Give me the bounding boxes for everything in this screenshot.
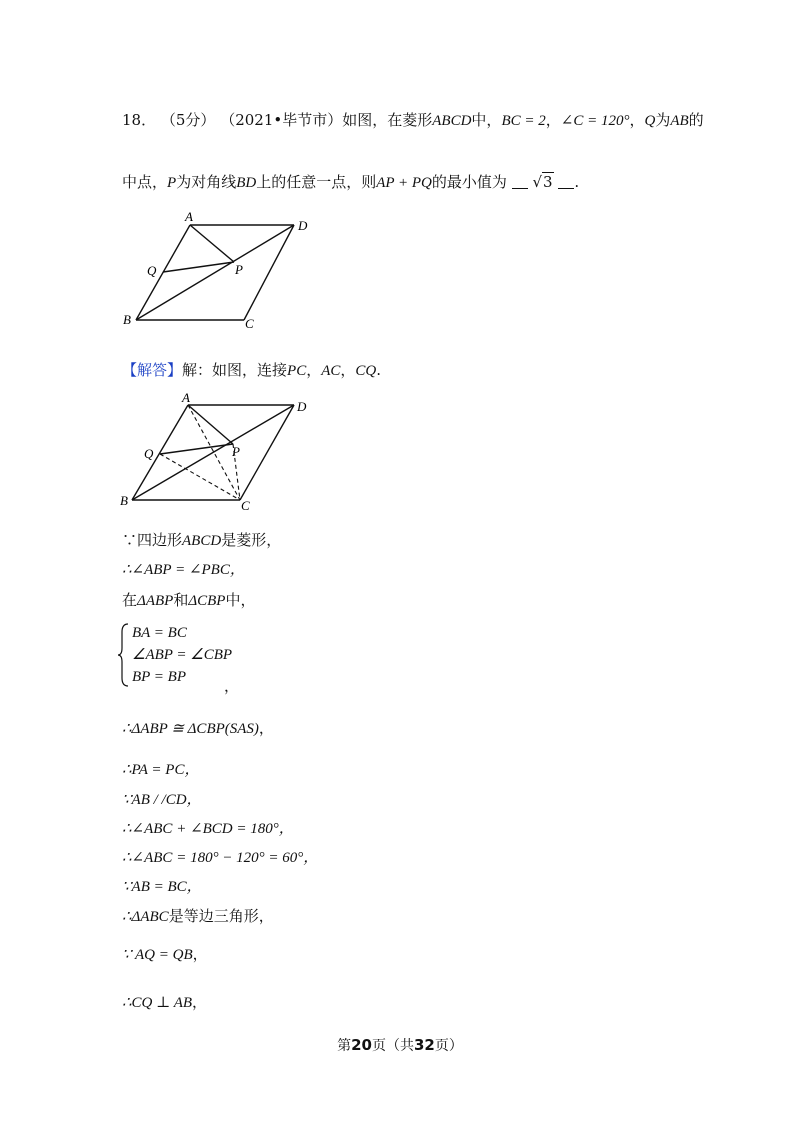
question-score: （5分）	[160, 111, 216, 129]
step-text: ，	[192, 945, 208, 963]
step-text: 是等边三角形，	[168, 907, 274, 925]
label-c: C	[245, 316, 254, 331]
answer-sqrt: √3	[532, 173, 553, 191]
edge-cd	[240, 405, 294, 500]
step-text: 中，	[225, 591, 256, 609]
question-text: 中点，	[122, 173, 168, 191]
total-pages: 32	[414, 1036, 435, 1054]
step-9: ∵AB = BC，	[122, 879, 202, 895]
system-brace	[118, 622, 130, 688]
solution-text: 解：如图，连接	[182, 361, 288, 379]
step-text: 和	[173, 591, 189, 609]
step-11	[122, 944, 208, 965]
math-abc: ΔABC	[131, 909, 169, 925]
answer-blank-left	[512, 174, 528, 189]
math-q: Q	[644, 113, 656, 129]
label-p: P	[232, 444, 240, 459]
edge-ab	[132, 405, 188, 500]
question-text: 中，	[471, 111, 502, 129]
step-1	[122, 530, 281, 551]
question-line-2	[122, 172, 579, 193]
question-text: 上的任意一点，则	[256, 173, 377, 191]
math-ab: AB	[670, 113, 689, 129]
page-footer	[0, 1035, 800, 1055]
solution-text: ，	[306, 361, 322, 379]
math-aq-qb: ∵ AQ = QB	[122, 947, 193, 963]
math-p: P	[167, 175, 177, 191]
step-text: ，	[258, 719, 274, 737]
segment-qp	[160, 444, 233, 454]
label-b: B	[123, 312, 131, 327]
math-ac: AC	[321, 363, 341, 379]
step-text: ，	[192, 993, 208, 1011]
math-abcd: ABCD	[432, 113, 472, 129]
math-cbp: ΔCBP	[188, 593, 226, 609]
step-text: 在	[122, 591, 138, 609]
solution-text: ，	[340, 361, 356, 379]
label-d: D	[297, 399, 307, 414]
footer-text: 页（共	[372, 1038, 414, 1054]
math-bd: BD	[236, 175, 257, 191]
segment-ap	[190, 225, 234, 262]
label-a: A	[182, 392, 190, 405]
step-text: 是菱形，	[221, 531, 282, 549]
system-line-1: BA = BC	[132, 625, 187, 641]
label-c: C	[241, 498, 250, 512]
system-line-2: ∠ABP = ∠CBP	[132, 647, 233, 663]
math-cq: CQ	[355, 363, 377, 379]
step-7: ∴∠ABC + ∠BCD = 180°，	[122, 821, 294, 837]
question-number: 18．	[122, 111, 157, 129]
label-d: D	[298, 218, 308, 233]
footer-text: 页）	[434, 1038, 463, 1054]
question-text: 为	[655, 111, 671, 129]
diagonal-bd	[132, 405, 294, 500]
step-2: ∴∠ABP = ∠PBC，	[122, 562, 245, 578]
step-text: ∵四边形	[122, 531, 183, 549]
math-bc-eq: BC = 2	[501, 113, 546, 129]
system-comma: ，	[224, 677, 240, 695]
edge-ab	[136, 225, 190, 320]
math-abp: ΔABP	[137, 593, 174, 609]
footer-text: 第	[337, 1038, 352, 1054]
math-congruence: ∴ΔABP ≅ ΔCBP(SAS)	[122, 721, 259, 737]
step-10	[122, 906, 274, 927]
step-8: ∴∠ABC = 180° − 120° = 60°，	[122, 850, 319, 866]
answer-value: 3	[543, 173, 553, 191]
step-4	[122, 718, 274, 739]
question-text: 为对角线	[176, 173, 237, 191]
solution-intro	[122, 360, 381, 381]
solution-text: .	[376, 361, 382, 379]
figure-2-rhombus	[118, 392, 318, 512]
page-number: 20	[351, 1036, 372, 1054]
math-cq-perp-ab: ∴CQ ⊥ AB	[122, 995, 193, 1011]
segment-ap	[188, 405, 233, 444]
math-expr: AP + PQ	[376, 175, 432, 191]
diagonal-bd	[136, 225, 294, 320]
step-3	[122, 590, 255, 611]
math-pc: PC	[287, 363, 307, 379]
question-text: ，	[629, 111, 645, 129]
label-q: Q	[147, 263, 157, 278]
label-q: Q	[144, 446, 154, 461]
system-line-3: BP = BP	[132, 669, 187, 685]
math-therefore: ∴	[122, 909, 132, 925]
question-text: ，	[545, 111, 561, 129]
step-12	[122, 992, 207, 1013]
label-b: B	[120, 493, 128, 508]
solution-tag: 【解答】	[122, 361, 183, 379]
math-angle-c: ∠C = 120°	[560, 113, 630, 129]
congruence-system	[132, 622, 232, 688]
question-text: .	[574, 173, 580, 191]
math-abcd: ABCD	[182, 533, 222, 549]
label-p: P	[235, 262, 243, 277]
question-line-1	[122, 110, 704, 131]
label-a: A	[185, 212, 193, 224]
step-6: ∵AB / /CD，	[122, 792, 202, 808]
question-source: （2021•毕节市）	[220, 111, 343, 129]
question-text: 的最小值为	[431, 173, 507, 191]
answer-blank-right	[558, 174, 574, 189]
figure-1-rhombus	[118, 212, 318, 332]
step-5: ∴PA = PC，	[122, 762, 200, 778]
question-text: 的	[688, 111, 704, 129]
question-text: 如图，在菱形	[342, 111, 433, 129]
